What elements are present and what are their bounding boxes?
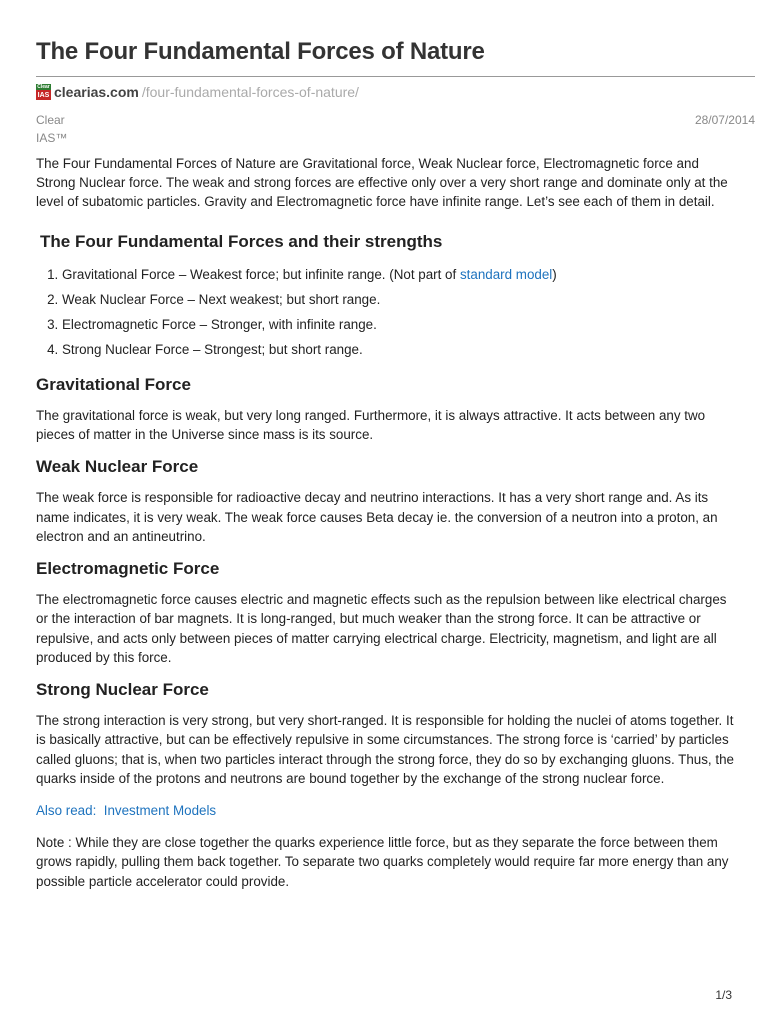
author-line-2: IAS™ [36,131,68,145]
page-title: The Four Fundamental Forces of Nature [36,38,485,65]
source-domain[interactable]: clearias.com [54,84,139,100]
clearias-logo-icon: Clear IAS [37,83,50,99]
section-body-gravitational: The gravitational force is weak, but very long ranged. Furthermore, it is always attractive. It acts between any two pieces of matter in the Universe since mass is its source. [36,407,706,443]
list-item: 1. Gravitational Force – Weakest force; but infinite range. (Not part of standard model) [62,265,736,284]
strengths-heading: The Four Fundamental Forces and their strengths [40,231,443,251]
title-divider [36,76,755,77]
note-paragraph: Note : While they are close together the quarks experience little force, but as they separate the force between them grows rapidly, pulling them back together. To separate two quarks completely would require far more energy than any possible particle accelerator could provide. [36,835,729,889]
list-item: 4. Strong Nuclear Force – Strongest; but short range. [62,340,736,359]
standard-model-link[interactable]: standard model [459,266,553,282]
also-read-label[interactable]: Also read: [36,803,97,819]
section-heading-electromagnetic: Electromagnetic Force [36,559,220,579]
article-body [36,154,736,904]
list-item: 2. Weak Nuclear Force – Next weakest; but short range. [62,290,736,309]
section-body-weak: The weak force is responsible for radioactive decay and neutrino interactions. It has a very short range and. As its name indicates, it is very weak. The weak force causes Beta decay ie. the conversion of a neutron into a proton, an electron and an antineutrino. [36,490,718,544]
source-path[interactable]: /four-fundamental-forces-of-nature/ [141,84,359,100]
publish-date: 28/07/2014 [694,113,755,127]
author [36,111,67,147]
section-body-strong: The strong interaction is very strong, but very short-ranged. It is responsible for holding the nuclei of atoms together. It is basically attractive, but can be effectively repulsive in some circumstances. The strong force is ‘carried’ by particles called gluons; that is, when two particles interact through the strong force, they do so by exchanging gluons. Thus, the quarks inside of the protons and neutrons are bound together by the exchange of the strong nuclear force. [36,713,734,786]
investment-models-link[interactable]: Investment Models [103,803,217,819]
also-read [36,801,736,820]
page-number: 1/3 [715,988,732,1002]
intro-paragraph: The Four Fundamental Forces of Nature are Gravitational force, Weak Nuclear force, Electromagnetic force and Strong Nuclear force. The weak and strong forces are effective only over a very short range and dominate only at the level of subatomic particles. Gravity and Electromagnetic force have infinite range. Let’s see each of them in detail. [36,156,728,210]
section-body-electromagnetic: The electromagnetic force causes electric and magnetic effects such as the repulsion between like electrical charges or the interaction of bar magnets. It is long-ranged, but much weaker than the strong force. It can be attractive or repulsive, and acts only between pieces of matter carrying electrical charge. Electricity, magnetism, and light are all produced by this force. [36,592,727,665]
author-line-1: Clear [36,113,65,127]
section-heading-gravitational: Gravitational Force [36,374,191,394]
section-heading-strong: Strong Nuclear Force [36,680,209,700]
source-line [36,83,359,101]
strengths-list [36,265,736,360]
list-item: 3. Electromagnetic Force – Stronger, with infinite range. [62,315,736,334]
section-heading-weak: Weak Nuclear Force [36,457,199,477]
